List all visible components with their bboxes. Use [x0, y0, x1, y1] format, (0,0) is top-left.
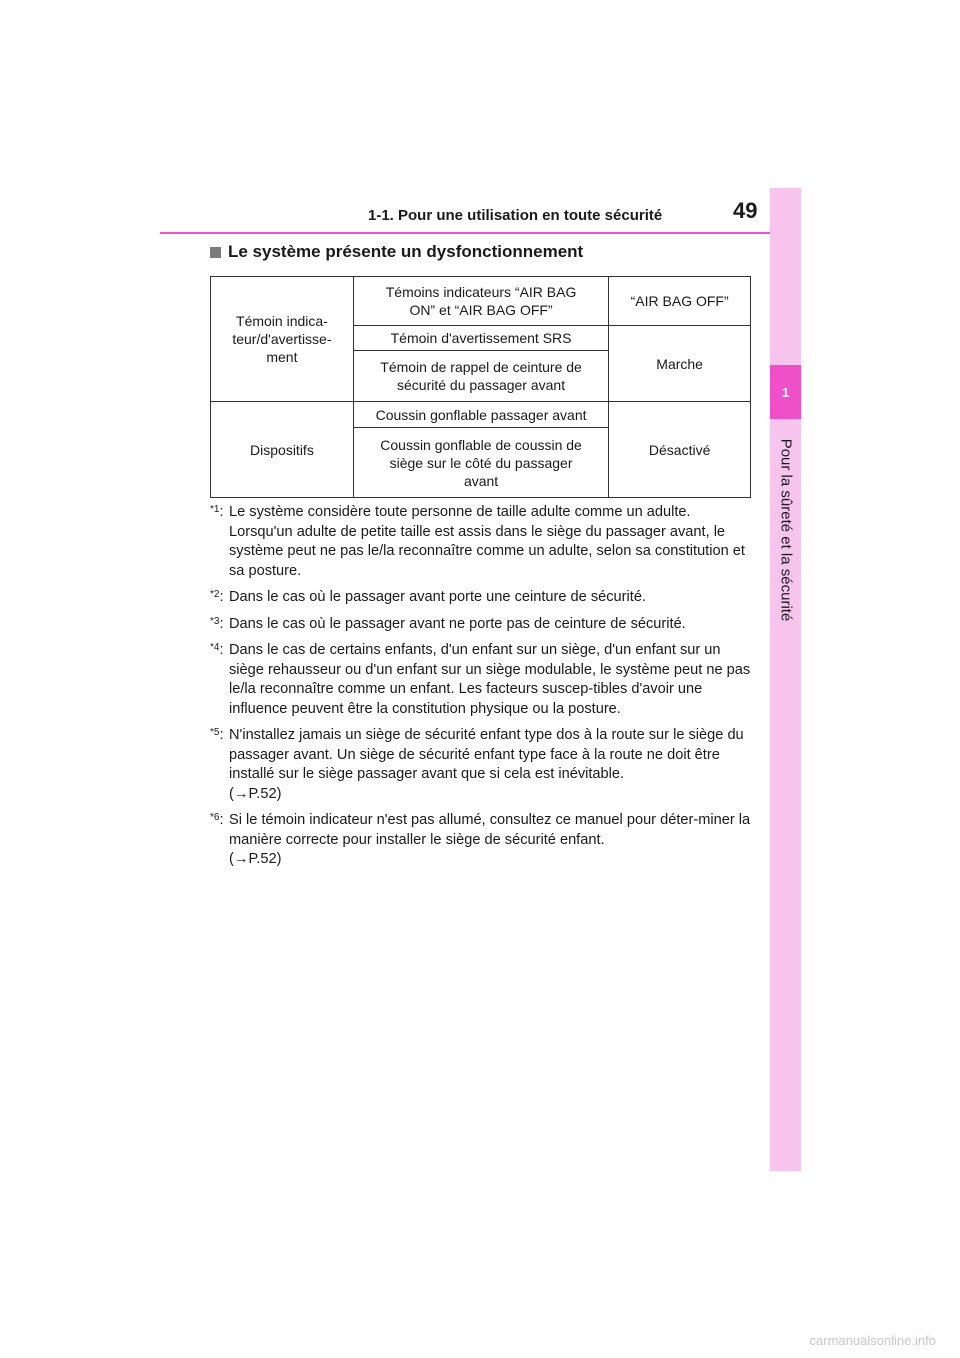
table-cell: Désactivé [609, 402, 751, 498]
footnote-mark: *6 [210, 812, 220, 823]
airbag-status-table [210, 276, 751, 498]
footnote-text: N'installez jamais un siège de sécurité enfant type dos à la route sur le siège du passager avant. Un siège de sécurité enfant type face à la route ne doit être installé sur le siège passager avant que si cela est inévitable. [229, 727, 744, 782]
page-reference-link[interactable]: (→P.52) [229, 785, 282, 802]
footnote-mark: *3 [210, 615, 220, 627]
footnote: $^{*5}$: N'installez jamais un siège de sécurité enfant type dos à la route sur le siège du passager avant. Un siège de sécurité enfant type face à la route ne doit être installé sur le siège passager avant que si cela est inévitable. (→P.52) [210, 726, 755, 804]
footnotes-list [210, 503, 755, 877]
chapter-number-badge: 1 [770, 365, 801, 419]
table-row [211, 277, 751, 326]
page-header-title: 1-1. Pour une utilisation en toute sécurité [368, 207, 663, 224]
footnote-mark: *1 [210, 504, 220, 515]
footnote-text: Si le témoin indicateur n'est pas allumé, consultez ce manuel pour déter-miner la manière correcte pour installer le siège de sécurité enfant. [229, 812, 751, 848]
square-bullet-icon [210, 247, 221, 258]
footnote-text: Le système considère toute personne de taille adulte comme un adulte. Lorsqu'un adulte de petite taille est assis dans le siège du passager avant, le système peut ne pas le/la reconnaître comme un adulte, selon sa constitution et sa posture. [229, 504, 745, 579]
footnote: $^{*2}$: Dans le cas où le passager avant porte une ceinture de sécurité. [210, 589, 646, 605]
chapter-title-vertical: Pour la sûreté et la sécurité [777, 438, 795, 622]
table-cell: Marche [609, 326, 751, 402]
watermark: carmanualsonline.info [809, 1333, 936, 1348]
footnote-text: Dans le cas de certains enfants, d'un enfant sur un siège, d'un enfant sur un siège rehausseur ou d'un enfant sur un siège modulable, le système peut ne pas le/la reconnaître comme un enfant. Les facteurs suscep-tibles d'avoir une influence peuvent être la constitution physique ou la posture. [229, 642, 751, 717]
footnote: $^{*1}$: Le système considère toute personne de taille adulte comme un adulte. Lorsqu'un adulte de petite taille est assis dans le siège du passager avant, le système peut ne pas le/la reconnaître comme un adulte, selon sa constitution et sa posture. [210, 504, 745, 579]
page-reference-link[interactable]: (→P.52) [229, 851, 282, 867]
table-cell: Témoin de rappel de ceinture de sécurité du passager avant [353, 351, 608, 402]
section-heading [210, 242, 583, 262]
table-row-label-devices: Dispositifs [211, 402, 354, 498]
table-cell: Témoins indicateurs “AIR BAG ON” et “AIR BAG OFF” [353, 277, 608, 326]
footnote-mark: *4 [210, 642, 220, 653]
table-cell: Coussin gonflable de coussin de siège sur le côté du passager avant [353, 428, 608, 498]
table-row-label-indicator: Témoin indica- teur/d'avertisse- ment [211, 277, 354, 402]
footnote-text: Dans le cas où le passager avant porte une ceinture de sécurité. [229, 589, 646, 605]
chapter-side-tab [770, 188, 801, 1171]
table-cell: Témoin d'avertissement SRS [353, 326, 608, 351]
footnote-mark: *2 [210, 589, 220, 600]
footnote: $^{*6}$: Si le témoin indicateur n'est pas allumé, consultez ce manuel pour déter-miner la manière correcte pour installer le siège de sécurité enfant. (→P.52) [210, 811, 755, 870]
table-row [211, 402, 751, 428]
footnote-mark: *5 [210, 727, 220, 738]
footnote-text: Dans le cas où le passager avant ne porte pas de ceinture de sécurité. [229, 615, 686, 632]
table-cell: “AIR BAG OFF” [609, 277, 751, 326]
header-divider [160, 232, 770, 234]
footnote: $^{*4}$: Dans le cas de certains enfants, d'un enfant sur un siège, d'un enfant sur un siège rehausseur ou d'un enfant sur un siège modulable, le système peut ne pas le/la reconnaître comme un enfant. Les facteurs suscep-tibles d'avoir une influence peuvent être la constitution physique ou la posture. [210, 642, 751, 717]
section-heading-text: Le système présente un dysfonctionnement [228, 242, 584, 261]
footnote: $^{*3}$: Dans le cas où le passager avant ne porte pas de ceinture de sécurité. [210, 615, 686, 632]
page-number: 49 [733, 198, 758, 223]
table-cell: Coussin gonflable passager avant [353, 402, 608, 428]
